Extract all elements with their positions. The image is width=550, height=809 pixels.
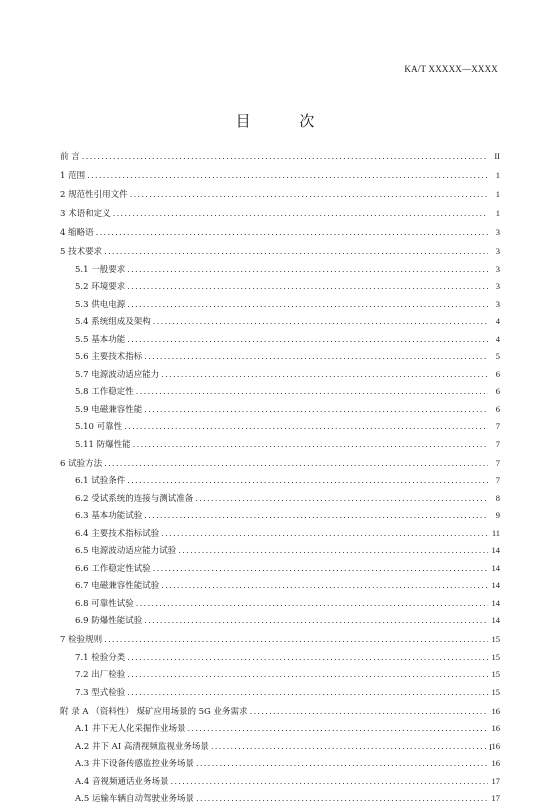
toc-entry-page: 8 <box>495 492 500 503</box>
toc-entry-label: A.1 井下无人化采掘作业场景 <box>75 724 186 734</box>
toc-entry-page: 3 <box>495 281 500 291</box>
toc-entry-label: 6.6 工作稳定性试验 <box>75 563 151 574</box>
toc-entry-page: 14 <box>491 597 500 608</box>
toc-entry[interactable] <box>60 418 500 436</box>
toc-entry-label: 6 试验方法 <box>60 458 103 469</box>
toc-entry-page: 3 <box>495 298 500 309</box>
toc-entry-label: 6.4 主要技术指标试验 <box>75 528 160 539</box>
toc-entry-page: 15 <box>491 669 500 679</box>
toc-entry[interactable] <box>60 401 500 419</box>
toc-entry[interactable] <box>60 684 500 702</box>
toc-entry-page: 4 <box>495 333 500 344</box>
toc-entry-label: 7.3 型式检验 <box>75 687 126 698</box>
toc-leader-dots <box>144 349 488 367</box>
toc-leader-dots <box>87 168 488 186</box>
toc-entry-page: 1 <box>495 170 500 180</box>
toc-entry-page: 16 <box>491 723 500 733</box>
toc-entry[interactable] <box>60 525 500 543</box>
toc-entry[interactable] <box>60 507 500 525</box>
toc-entry-label: 5.8 工作稳定性 <box>75 387 134 397</box>
toc-entry-label: 前 言 <box>60 152 80 162</box>
toc-leader-dots <box>82 149 488 167</box>
toc-entry-label: 6.9 防爆性能试验 <box>75 616 143 626</box>
toc-leader-dots <box>127 262 488 280</box>
toc-entry-label: 5.4 系统组成及架构 <box>75 317 151 327</box>
toc-entry[interactable] <box>60 224 500 242</box>
toc-entry[interactable] <box>60 612 500 630</box>
toc-entry-page: 3 <box>495 263 500 274</box>
toc-entry-page: 17 <box>491 793 500 803</box>
toc-entry-page: 15 <box>491 651 500 662</box>
toc-leader-dots <box>127 279 488 297</box>
toc-entry[interactable] <box>60 773 500 791</box>
toc-entry[interactable] <box>60 595 500 613</box>
toc-leader-dots <box>124 419 488 437</box>
toc-entry-label: 7.1 检验分类 <box>75 652 126 663</box>
toc-leader-dots <box>196 791 488 809</box>
toc-leader-dots <box>153 314 488 332</box>
toc-entry[interactable] <box>60 577 500 595</box>
toc-entry[interactable] <box>60 738 500 756</box>
toc-leader-dots <box>127 473 488 491</box>
toc-entry-label: 7.2 出厂检验 <box>75 670 126 680</box>
toc-entry-label: 7 检验规则 <box>60 635 103 645</box>
toc-entry[interactable] <box>60 383 500 401</box>
toc-leader-dots <box>144 613 488 631</box>
toc-entry-page: 6 <box>495 368 500 379</box>
toc-entry-label: 4 缩略语 <box>60 228 94 238</box>
toc-entry-page: 7 <box>495 421 500 431</box>
toc-entry-label: 6.2 受试系统的连接与测试准备 <box>75 493 194 504</box>
toc-entry[interactable] <box>60 243 500 261</box>
toc-entry[interactable] <box>60 261 500 279</box>
toc-leader-dots <box>130 187 488 205</box>
page-title: 目 次 <box>235 112 337 130</box>
toc-leader-dots <box>144 508 488 526</box>
toc-entry[interactable] <box>60 366 500 384</box>
toc-entry-page: 7 <box>495 457 500 468</box>
toc-leader-dots <box>104 456 488 474</box>
toc-leader-dots <box>104 244 488 262</box>
toc-entry-label: 5.5 基本功能 <box>75 334 126 345</box>
toc-leader-dots <box>136 384 488 402</box>
toc-entry-label: 1 范围 <box>60 171 86 181</box>
toc-leader-dots <box>153 561 488 579</box>
toc-leader-dots <box>211 739 488 757</box>
toc-entry[interactable] <box>60 790 500 808</box>
toc-entry-page: 6 <box>495 403 500 414</box>
toc-entry-label: 5.1 一般要求 <box>75 264 126 275</box>
toc-entry-label: 5.10 可靠性 <box>75 422 123 432</box>
toc-entry-page: 15 <box>491 634 500 644</box>
toc-entry[interactable] <box>60 666 500 684</box>
toc-entry-label: 5.11 防爆性能 <box>75 439 131 450</box>
toc-entry-page: 16 <box>491 758 500 768</box>
toc-entry-page: 7 <box>495 475 500 485</box>
toc-entry[interactable] <box>60 348 500 366</box>
toc-leader-dots <box>136 596 488 614</box>
toc-entry-label: 6.7 电磁兼容性能试验 <box>75 581 160 591</box>
toc-leader-dots <box>161 367 488 385</box>
toc-entry-label: A.5 运输车辆自动驾驶业务场景 <box>75 794 194 804</box>
toc-leader-dots <box>127 650 488 668</box>
toc-leader-dots <box>104 632 488 650</box>
toc-leader-dots <box>250 704 488 722</box>
document-code: KA/T XXXXX—XXXX <box>404 64 498 74</box>
toc-entry-label: 5.3 供电电源 <box>75 299 126 310</box>
toc-entry[interactable] <box>60 490 500 508</box>
toc-entry-page: 14 <box>491 615 500 625</box>
toc-entry[interactable] <box>60 296 500 314</box>
toc-entry-page: 16 <box>491 740 500 751</box>
toc-entry-label: A.3 井下设备传感监控业务场景 <box>75 759 194 769</box>
toc-leader-dots <box>170 774 488 792</box>
toc-leader-dots <box>127 297 488 315</box>
toc-leader-dots <box>161 578 488 596</box>
toc-entry-page: 9 <box>495 510 500 520</box>
toc-entry-label: A.2 井下 AI 高清视频监视业务场景 <box>75 741 209 752</box>
toc-entry-page: 3 <box>495 227 500 237</box>
page-number: I <box>489 742 492 752</box>
toc-entry-page: 5 <box>495 351 500 361</box>
toc-entry-page: 11 <box>491 527 500 538</box>
toc-entry[interactable] <box>60 755 500 773</box>
toc-leader-dots <box>187 721 488 739</box>
toc-entry[interactable] <box>60 472 500 490</box>
toc-leader-dots <box>113 206 488 224</box>
toc-leader-dots <box>96 225 488 243</box>
toc-entry-page: 15 <box>491 686 500 697</box>
toc-entry[interactable] <box>60 148 500 166</box>
toc-entry[interactable] <box>60 649 500 667</box>
toc-entry[interactable] <box>60 455 500 473</box>
toc-entry-label: 6.1 试验条件 <box>75 476 126 486</box>
toc-entry[interactable] <box>60 313 500 331</box>
toc-entry-page: 4 <box>495 316 500 326</box>
toc-leader-dots <box>127 685 488 703</box>
toc-entry[interactable] <box>60 278 500 296</box>
toc-entry[interactable] <box>60 167 500 185</box>
toc-entry-label: 3 术语和定义 <box>60 209 111 219</box>
toc-entry-page: 14 <box>491 580 500 590</box>
toc-entry[interactable] <box>60 560 500 578</box>
toc-entry-page: 7 <box>495 438 500 449</box>
toc-entry[interactable] <box>60 205 500 223</box>
toc-leader-dots <box>127 332 488 350</box>
toc-entry[interactable] <box>60 331 500 349</box>
toc-entry-page: 17 <box>491 775 500 786</box>
toc-leader-dots <box>178 543 488 561</box>
toc-entry-page: II <box>494 151 500 161</box>
toc-entry-label: 2 规范性引用文件 <box>60 190 128 200</box>
toc-entry[interactable] <box>60 542 500 560</box>
toc-entry[interactable] <box>60 720 500 738</box>
table-of-contents <box>60 148 500 808</box>
toc-entry-page: 6 <box>495 386 500 396</box>
toc-entry-label: 6.8 可靠性试验 <box>75 598 134 609</box>
toc-entry-label: 附 录 A （资料性） 煤矿应用场景的 5G 业务需求 <box>60 706 248 717</box>
toc-entry-page: 1 <box>495 189 500 199</box>
toc-entry-label: 5.6 主要技术指标 <box>75 352 143 362</box>
toc-entry-label: 5 技术要求 <box>60 247 103 257</box>
toc-leader-dots <box>196 756 488 774</box>
toc-entry[interactable] <box>60 703 500 721</box>
toc-entry-page: 16 <box>491 705 500 716</box>
toc-entry[interactable] <box>60 631 500 649</box>
toc-entry-page: 14 <box>491 545 500 555</box>
toc-entry-label: 5.7 电源波动适应能力 <box>75 369 160 380</box>
toc-entry-label: 5.9 电磁兼容性能 <box>75 404 143 415</box>
toc-entry-label: A.4 音视频通话业务场景 <box>75 776 169 787</box>
toc-entry-label: 6.5 电源波动适应能力试验 <box>75 546 177 556</box>
toc-entry-page: 1 <box>495 208 500 218</box>
toc-entry-page: 3 <box>495 246 500 256</box>
toc-leader-dots <box>133 437 488 455</box>
toc-entry-label: 5.2 环境要求 <box>75 282 126 292</box>
toc-entry[interactable] <box>60 186 500 204</box>
toc-leader-dots <box>161 526 488 544</box>
toc-leader-dots <box>144 402 488 420</box>
toc-entry-label: 6.3 基本功能试验 <box>75 511 143 521</box>
toc-leader-dots <box>195 491 488 509</box>
toc-entry[interactable] <box>60 436 500 454</box>
toc-entry-page: 14 <box>491 562 500 573</box>
toc-leader-dots <box>127 667 488 685</box>
